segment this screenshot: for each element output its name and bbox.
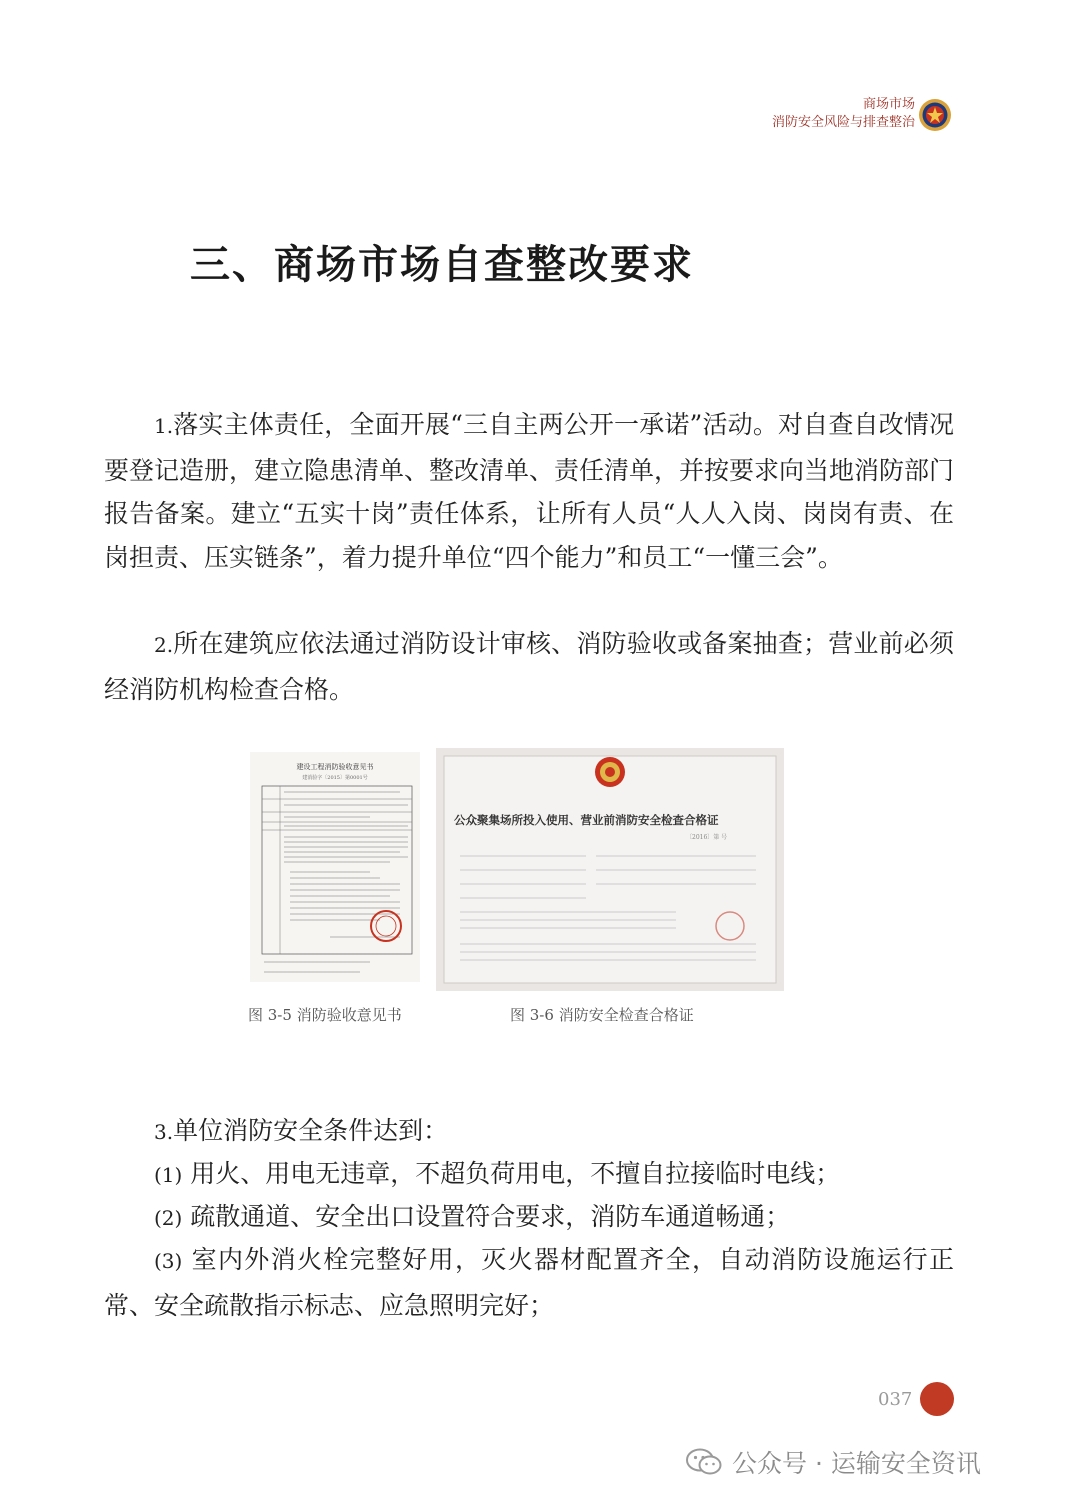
wechat-icon <box>686 1448 722 1476</box>
page-number: 037 <box>878 1389 913 1410</box>
item-2-number: 2. <box>154 633 174 657</box>
sub-1-text: 用火、用电无违章，不超负荷用电，不擅自拉接临时电线； <box>190 1159 841 1188</box>
item-3 <box>154 1109 1004 1155</box>
sub-3-text: 室内外消火栓完整好用，灭火器材配置齐全，自动消防设施运行正常、安全疏散指示标志、应急照明完好； <box>104 1245 954 1320</box>
fire-emblem-icon <box>918 98 952 132</box>
acceptance-document-title: 建设工程消防验收意见书 <box>296 763 374 771</box>
sub-3-number: (3) <box>154 1249 183 1273</box>
item-2 <box>104 622 954 711</box>
sub-2-text: 疏散通道、安全出口设置符合要求，消防车通道畅通； <box>190 1202 791 1231</box>
header-line-2: 消防安全风险与排查整治 <box>771 115 915 130</box>
running-header <box>772 96 915 132</box>
certificate-title: 公众聚集场所投入使用、营业前消防安全检查合格证 <box>454 813 719 827</box>
certificate-number: 〔2016〕第 号 <box>686 834 728 841</box>
sub-1-number: (1) <box>154 1163 183 1187</box>
figure-3-6-caption: 图 3-6 消防安全检查合格证 <box>510 1006 694 1024</box>
watermark-text: 公众号 · 运输安全资讯 <box>732 1449 981 1478</box>
figure-acceptance-opinion <box>250 752 420 982</box>
item-3-number: 3. <box>154 1120 174 1144</box>
figure-3-5-caption: 图 3-5 消防验收意见书 <box>248 1006 402 1024</box>
item-1-number: 1. <box>154 414 174 438</box>
item-1 <box>104 403 954 579</box>
certificate-image <box>436 748 784 991</box>
page-number-dot <box>920 1382 954 1416</box>
item-3-sub-1 <box>154 1152 1004 1198</box>
item-2-text: 所在建筑应依法通过消防设计审核、消防验收或备案抽查；营业前必须经消防机构检查合格。 <box>104 629 954 704</box>
section-title: 三、商场市场自查整改要求 <box>190 242 694 288</box>
sub-2-number: (2) <box>154 1206 183 1230</box>
acceptance-document-number: 建消验字〔2015〕第0001号 <box>302 775 368 781</box>
item-3-sub-2 <box>154 1195 1004 1241</box>
figure-inspection-certificate <box>436 748 784 991</box>
item-3-text: 单位消防安全条件达到： <box>173 1116 449 1145</box>
item-1-text: 落实主体责任，全面开展“三自主两公开一承诺”活动。对自查自改情况要登记造册，建立隐患清单、整改清单、责任清单，并按要求向当地消防部门报告备案。建立“五实十岗”责任体系，让所有人员“人人入岗、岗岗有责、在岗担责、压实链条”，着力提升单位“四个能力”和员工“一懂三会”。 <box>104 410 955 572</box>
item-3-sub-3 <box>104 1238 954 1327</box>
acceptance-document-image <box>250 752 420 982</box>
header-line-1: 商场市场 <box>862 97 915 112</box>
watermark <box>686 1444 981 1480</box>
